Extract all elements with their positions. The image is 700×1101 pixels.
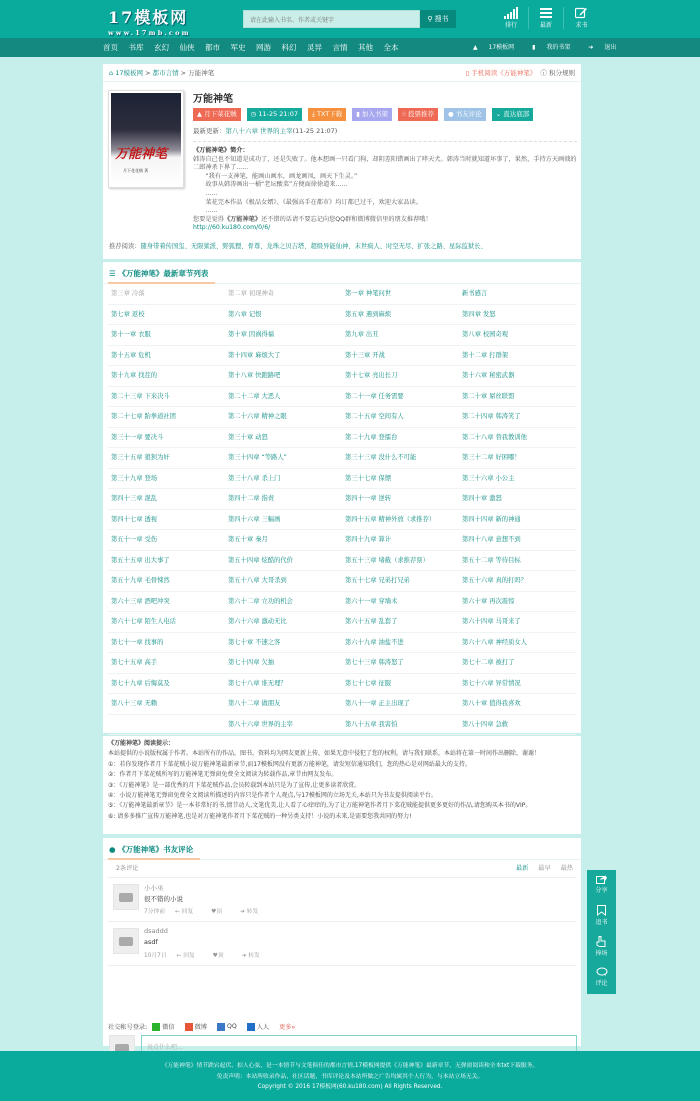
book-cover[interactable] bbox=[108, 90, 184, 188]
nav-military[interactable]: 军史 bbox=[230, 43, 246, 52]
logo[interactable] bbox=[108, 5, 191, 37]
chapter-link[interactable]: 第七十一章 找事的 bbox=[108, 633, 225, 654]
chapter-link[interactable]: 第五十五章 出大事了 bbox=[108, 551, 225, 572]
chapter-link[interactable]: 第三十一章 要决斗 bbox=[108, 428, 225, 449]
points-rule-link[interactable]: ⓘ 积分规则 bbox=[540, 69, 575, 77]
chapter-link[interactable]: 第六十五章 乱套了 bbox=[342, 612, 459, 633]
wechat-login[interactable]: 微信 bbox=[152, 1022, 179, 1031]
chapter-link[interactable]: 第十九章 找茬的 bbox=[108, 366, 225, 387]
latest-chapter-link[interactable]: 第八十六章 世界的主宰 bbox=[225, 127, 293, 135]
add-bookshelf-button[interactable]: ▮ 加入书架 bbox=[352, 108, 392, 121]
chapter-link[interactable]: 第九章 出丑 bbox=[342, 325, 459, 346]
search-icon: ⚲ bbox=[427, 15, 435, 23]
chapter-grid bbox=[103, 284, 581, 735]
chapter-link[interactable]: 第四十章 激怒 bbox=[459, 489, 576, 510]
chapter-link[interactable]: 第四十五章 精神外放（求推荐） bbox=[342, 510, 459, 531]
comments-icon: ● bbox=[109, 845, 119, 854]
nav-scifi[interactable]: 科幻 bbox=[281, 43, 297, 52]
bookmark-icon: ▮ bbox=[532, 44, 538, 51]
recommend-reading: 推荐阅读：随身带着传国玺、无限狱派、野狐狸、骨尊、龙珠之贝吉塔、超级异能仙神、末世疯人、时空无尽、扩张之路、星际监狱长、 bbox=[109, 243, 487, 250]
go-bottom-button[interactable]: ⌄ 直达底部 bbox=[492, 108, 534, 121]
chapter-link[interactable]: 第八章 校园奇观 bbox=[459, 325, 576, 346]
cover-image: 万能神笔 月下花花贼 著 bbox=[111, 93, 181, 185]
chapter-link[interactable]: 第十四章 麻烦大了 bbox=[225, 346, 342, 367]
sort-oldest[interactable]: 最早 bbox=[538, 865, 551, 872]
reading-tips-panel: 《万能神笔》阅读提示： 本站提供的小说版权属于作者。本站所有的作品，图书，资料均为网友更新上传，如果无意中侵犯了您的权利，请与我们联系，本站将在第一时间作出删除，谢谢！ ①：若你发现作者月下菜花贼小说万能神笔最新章节,而17模板网没有更新万能神笔，请发短信通知我们，您的热心是对网站最大的支持。 ②：作者月下菜花贼所写的万能神笔无弹窗免费全文阅读为转载作品,章节由网友发布。 ③：《万能神笔》是一部优秀的月下菜花贼作品,会员转载到本站只是为了宣传,让更多读者欣赏。 ④：小说万能神笔无弹窗免费全文阅读所描述的内容只是作者个人观点,与17模板网的立场无关,本站只为书友提供阅读平台。 ⑤：《万能神笔最新章节》是一本非常好的书,情节动人,文笔优美,让人看了心痒痒的,为了让万能神笔作者月下菜花贼能提供更多更好的作品,请您购买本书的VIP。 ⑥: 请多多推广宣传万能神笔,也是对万能神笔作者月下菜花贼的一种另类支持！小说的未来,是需要您我共同的努力! bbox=[103, 736, 581, 834]
latest-update: 最新更新：第八十六章 世界的主宰(11-25 21:07) bbox=[193, 127, 338, 135]
chapter-link[interactable]: 第五十六章 真的打吗？ bbox=[459, 571, 576, 592]
nav-fantasy[interactable]: 玄幻 bbox=[154, 43, 169, 52]
signal-bars-icon bbox=[504, 7, 518, 19]
chapter-link[interactable]: 第二十五章 空间有人 bbox=[342, 407, 459, 428]
chapter-link[interactable]: 第七十九章 后悔莫及 bbox=[108, 674, 225, 695]
share-button[interactable]: ➜ 转发 bbox=[241, 953, 260, 959]
nav-game[interactable]: 网游 bbox=[256, 43, 271, 52]
hand-pointer-icon bbox=[596, 936, 607, 947]
nav-library[interactable]: 书库 bbox=[128, 43, 144, 52]
chevron-down-icon: ⌄ bbox=[495, 110, 504, 118]
chapter-link[interactable]: 第三十四章 “等路人” bbox=[225, 448, 342, 469]
logo-url: www.17mb.com bbox=[108, 29, 191, 37]
latest-button[interactable]: 最新 bbox=[529, 7, 564, 29]
comment-time: 10月7日 bbox=[144, 953, 167, 959]
chapter-link[interactable]: 第八十二章 做朋友 bbox=[225, 694, 342, 715]
chapter-link[interactable]: 第七十三章 韩涛怒了 bbox=[342, 653, 459, 674]
nav-urban[interactable]: 都市 bbox=[205, 43, 220, 52]
chapter-list-panel bbox=[103, 262, 581, 733]
chapter-link[interactable]: 第八十一章 正主出现了 bbox=[342, 694, 459, 715]
chapter-link[interactable]: 第七十二章 被打了 bbox=[459, 653, 576, 674]
chapter-link[interactable]: 第八十六章 世界的主宰 bbox=[225, 715, 342, 736]
comment-side-button[interactable]: 评论 bbox=[587, 963, 616, 994]
comment-user[interactable]: dsaddd bbox=[144, 927, 168, 935]
footer: 《万能神笔》情节跌宕起伏、扣人心弦，是一本情节与文笔俱佳的都市言情,17模板网提供《万能神笔》最新章节、无弹窗阅读和全本txt下载服务。 免责声明：本站所收录作品、社区话题、书库评论及本站所做之广告均属其个人行为，与本站立场无关。 Copyright © 2016 17模板网(60.ku180.com) All Rights Reserved. bbox=[0, 1051, 700, 1101]
chapter-link[interactable]: 第四十三章 混乱 bbox=[108, 489, 225, 510]
weibo-login[interactable]: 微博 bbox=[185, 1022, 212, 1031]
chapter-link[interactable]: 第五十四章 炫酷的代价 bbox=[225, 551, 342, 572]
logo-title: 17模板网 bbox=[108, 8, 189, 27]
comments-title: 《万能神笔》书友评论 bbox=[118, 845, 194, 854]
breadcrumb-category[interactable]: 都市言情 bbox=[152, 69, 179, 77]
vote-button[interactable]: ☝ 投票推荐 bbox=[398, 108, 438, 121]
chat-icon bbox=[596, 967, 608, 977]
comment-count: 2条评论 bbox=[116, 865, 139, 872]
avatar bbox=[113, 884, 139, 910]
chapter-link[interactable]: 第三章 冷落 bbox=[108, 284, 225, 305]
chapter-link[interactable]: 第八十三章 无赖 bbox=[108, 694, 225, 715]
chapter-link[interactable]: 第七十六章 异常情况 bbox=[459, 674, 576, 695]
bookshelf-link[interactable]: ▮ 我的书架 bbox=[532, 44, 571, 51]
chapter-link[interactable]: 第七章 返校 bbox=[108, 305, 225, 326]
chapter-link[interactable]: 第二十八章 替我教训他 bbox=[459, 428, 576, 449]
ranking-button[interactable]: 排行 bbox=[494, 7, 529, 29]
social-login: 社交帐号登录: 微信 微博 QQ 人人 更多» bbox=[108, 1023, 296, 1031]
search-button[interactable]: ⚲ 搜书 bbox=[420, 10, 456, 28]
sort-newest[interactable]: 最新 bbox=[515, 865, 529, 872]
comments-icon: ● bbox=[447, 110, 456, 118]
nav-complete[interactable]: 全本 bbox=[383, 43, 399, 52]
chapter-empty bbox=[108, 715, 225, 736]
chapter-link[interactable]: 第七十七章 征服 bbox=[342, 674, 459, 695]
chapter-link[interactable]: 第二十六章 精神之眼 bbox=[225, 407, 342, 428]
recommend-links[interactable]: 随身带着传国玺、无限狱派、野狐狸、骨尊、龙珠之贝吉塔、超级异能仙神、末世疯人、时空无尽、扩张之路、星际监狱长、 bbox=[140, 243, 487, 250]
renren-icon bbox=[247, 1023, 255, 1031]
chapter-link[interactable]: 第三十八章 杀上门 bbox=[225, 469, 342, 490]
chapter-link[interactable]: 第十八章 快跑路吧 bbox=[225, 366, 342, 387]
chapter-link[interactable]: 第六十八章 神经质女人 bbox=[459, 633, 576, 654]
breadcrumb-book: 万能神笔 bbox=[188, 69, 215, 77]
chapter-link[interactable]: 第三十五章 狼狈为奸 bbox=[108, 448, 225, 469]
chapter-link[interactable]: 第十七章 亮出长刀 bbox=[342, 366, 459, 387]
nav-romance[interactable]: 言情 bbox=[332, 43, 348, 52]
chapter-link[interactable]: 第二十二章 大恶人 bbox=[225, 387, 342, 408]
chapter-link[interactable]: 第四十一章 逆转 bbox=[342, 489, 459, 510]
chapter-link[interactable]: 第四十九章 算计 bbox=[342, 530, 459, 551]
comment-text: 很不错的小说 bbox=[144, 895, 183, 903]
renren-login[interactable]: 人人 bbox=[247, 1022, 274, 1031]
weibo-icon bbox=[185, 1023, 193, 1031]
chapter-link[interactable]: 第十三章 开战 bbox=[342, 346, 459, 367]
chapter-link[interactable]: 第七十五章 高手 bbox=[108, 653, 225, 674]
side-toolbar bbox=[587, 870, 616, 994]
chapter-link[interactable]: 第三十九章 登场 bbox=[108, 469, 225, 490]
chapter-link[interactable]: 第八十四章 急救 bbox=[459, 715, 576, 736]
list-icon bbox=[540, 7, 552, 19]
breadcrumb: ⌂ 17模板网 > 都市言情 > 万能神笔 ▯ 手机阅读《万能神笔》 ⓘ 积分规则 bbox=[103, 64, 581, 82]
chapter-link[interactable]: 第十章 因祸得福 bbox=[225, 325, 342, 346]
book-info-panel bbox=[103, 64, 581, 259]
breadcrumb-home[interactable]: 17模板网 bbox=[115, 69, 143, 77]
thumbs-up-icon: ☝ bbox=[401, 110, 408, 118]
edit-icon bbox=[575, 7, 588, 19]
chapter-link[interactable]: 第七十章 不速之客 bbox=[225, 633, 342, 654]
author-button[interactable]: ▲ 月下菜花贼 bbox=[193, 108, 241, 121]
chapter-link[interactable]: 第四十二章 指责 bbox=[225, 489, 342, 510]
more-login[interactable]: 更多» bbox=[279, 1024, 296, 1031]
chapter-link[interactable]: 第五十一章 受伤 bbox=[108, 530, 225, 551]
share-url-link[interactable]: http://60.ku180.com/0/6/ bbox=[193, 224, 271, 232]
chapter-link[interactable]: 第二章 初现神奇 bbox=[225, 284, 342, 305]
wechat-icon bbox=[152, 1023, 160, 1031]
chapter-link[interactable]: 第四十四章 新的神通 bbox=[459, 510, 576, 531]
chapter-link[interactable]: 第四章 发怒 bbox=[459, 305, 576, 326]
chapter-link[interactable]: 第三十七章 保镖 bbox=[342, 469, 459, 490]
reply-button[interactable]: ← 回复 bbox=[174, 909, 194, 915]
search-input[interactable]: 请在此输入书名、作者或关键字 bbox=[243, 10, 420, 28]
share-button[interactable]: ➜ 转发 bbox=[239, 909, 259, 915]
chapter-link[interactable]: 第三十二章 好困哪！ bbox=[459, 448, 576, 469]
chapter-link[interactable]: 第十一章 衣服 bbox=[108, 325, 225, 346]
chapter-link[interactable]: 第二十七章 跆拳道社团 bbox=[108, 407, 225, 428]
chapter-link[interactable]: 第八十章 值得我喜欢 bbox=[459, 694, 576, 715]
like-button[interactable]: ♥顶 bbox=[212, 953, 224, 959]
share-icon bbox=[596, 874, 607, 884]
chapter-link[interactable]: 第十五章 危机 bbox=[108, 346, 225, 367]
logout-link[interactable]: ➜ 退出 bbox=[588, 44, 617, 51]
user-icon: ▲ bbox=[473, 44, 480, 51]
txt-download-button[interactable]: ⤓ TXT下载 bbox=[308, 108, 346, 121]
chapter-link[interactable]: 第六十四章 马哥来了 bbox=[459, 612, 576, 633]
chapter-link[interactable]: 第五十章 秦月 bbox=[225, 530, 342, 551]
chapter-link[interactable]: 第四十七章 透视 bbox=[108, 510, 225, 531]
comments-button[interactable]: ● 书友评论 bbox=[444, 108, 486, 121]
chapter-link[interactable]: 第二十九章 登擂台 bbox=[342, 428, 459, 449]
chapter-link[interactable]: 第六十三章 酒吧冲突 bbox=[108, 592, 225, 613]
chapter-link[interactable]: 第七十四章 欠抽 bbox=[225, 653, 342, 674]
chapter-link[interactable]: 第二十三章 下来决斗 bbox=[108, 387, 225, 408]
request-book-button[interactable]: 求书 bbox=[564, 7, 599, 29]
chapter-link[interactable]: 第五十三章 堵截（求推荐票） bbox=[342, 551, 459, 572]
comment-item bbox=[108, 878, 576, 922]
user-icon: ▲ bbox=[197, 110, 205, 118]
sort-hottest[interactable]: 最热 bbox=[560, 865, 573, 872]
nav-other[interactable]: 其他 bbox=[358, 43, 373, 52]
follow-side-button[interactable]: 追书 bbox=[587, 901, 616, 932]
comments-panel bbox=[103, 838, 581, 1051]
avatar bbox=[113, 928, 139, 954]
bookmark-icon bbox=[597, 905, 606, 916]
chapter-link[interactable]: 第二十一章 任务需要 bbox=[342, 387, 459, 408]
nav-home[interactable]: 首页 bbox=[103, 43, 118, 52]
chapter-link[interactable]: 第二十四章 韩涛笑了 bbox=[459, 407, 576, 428]
chapter-link[interactable]: 第七十八章 谁无理？ bbox=[225, 674, 342, 695]
clock-icon: ◷ bbox=[250, 110, 259, 118]
share-side-button[interactable]: 分享 bbox=[587, 870, 616, 901]
chapter-link[interactable]: 新书感言 bbox=[459, 284, 576, 305]
chapter-link[interactable]: 第四十六章 三幅画 bbox=[225, 510, 342, 531]
home-icon: ⌂ bbox=[109, 69, 116, 77]
chapter-link[interactable]: 第六十六章 激动无比 bbox=[225, 612, 342, 633]
qq-login[interactable]: QQ bbox=[217, 1023, 242, 1031]
chapter-link[interactable]: 第六十一章 穿墙术 bbox=[342, 592, 459, 613]
comment-user[interactable]: 小小巫 bbox=[144, 884, 164, 892]
chapter-link[interactable]: 第二十章 屌丝联盟 bbox=[459, 387, 576, 408]
reply-button[interactable]: ← 回复 bbox=[176, 953, 195, 959]
chapter-link[interactable]: 第五十二章 等待目标 bbox=[459, 551, 576, 572]
nav-xianxia[interactable]: 仙侠 bbox=[179, 43, 195, 52]
chapter-link[interactable]: 第六十九章 油盐不进 bbox=[342, 633, 459, 654]
chapter-link[interactable]: 第六十章 再次震惊 bbox=[459, 592, 576, 613]
book-intro: 《万能神笔》简介： 韩涛自己也不知道是成功了，还是失败了。他本想画一只看门狗，却阴差阳错画出了哮天犬。韩涛当时就知道坏事了，果然，手持方天画戟的二郎神杀下界了...... “我有一支神笔，能画山画水，画龙画凤，画天下生灵。” 故事从韩涛画出一桶“老坛酸菜”方便面徐徐道来...... ...... 菜花完本作品《极品女婿》、《最强高手在都市》均订都已过千，欢迎大家品读。 ...... 您要是觉得《万能神笔》还不错的话请不要忘记向您QQ群和微博微信里的朋友推荐哦！ http://60.ku180.com/0/6/ bbox=[193, 141, 577, 233]
support-side-button[interactable]: 捧场 bbox=[587, 932, 616, 963]
info-icon: ⓘ bbox=[540, 69, 549, 77]
chapter-link[interactable]: 第六章 记恨 bbox=[225, 305, 342, 326]
chapter-link[interactable]: 第三十三章 没什么不可能 bbox=[342, 448, 459, 469]
chapter-link[interactable]: 第十六章 秘密武器 bbox=[459, 366, 576, 387]
chapter-link[interactable]: 第八十五章 我害怕 bbox=[342, 715, 459, 736]
chapter-link[interactable]: 第三十章 动怒 bbox=[225, 428, 342, 449]
mobile-read-link[interactable]: ▯ 手机阅读《万能神笔》 bbox=[465, 69, 537, 77]
comment-textarea[interactable]: 说点什么吧... bbox=[141, 1035, 577, 1087]
list-icon: ☰ bbox=[109, 269, 119, 278]
user-link[interactable]: ▲ 17模板网 bbox=[473, 44, 515, 51]
mobile-icon: ▯ bbox=[465, 69, 472, 77]
chapter-link[interactable]: 第五十九章 毛骨悚然 bbox=[108, 571, 225, 592]
chapter-link[interactable]: 第三十六章 小公主 bbox=[459, 469, 576, 490]
chapter-link[interactable]: 第十二章 打群架 bbox=[459, 346, 576, 367]
main-nav bbox=[0, 38, 700, 57]
download-icon: ⤓ bbox=[312, 110, 317, 118]
nav-supernatural[interactable]: 灵异 bbox=[307, 43, 322, 52]
chapter-link[interactable]: 第五十八章 大哥杀到 bbox=[225, 571, 342, 592]
comment-item bbox=[108, 922, 576, 966]
update-time-button[interactable]: ◷ 11-25 21:07 bbox=[247, 108, 302, 121]
like-button[interactable]: ♥顶 bbox=[211, 909, 223, 915]
chapter-link[interactable]: 第一章 神笔问世 bbox=[342, 284, 459, 305]
book-title: 万能神笔 bbox=[193, 94, 233, 105]
title-underline bbox=[108, 282, 215, 284]
chapter-link[interactable]: 第六十二章 立功的机会 bbox=[225, 592, 342, 613]
chapter-link[interactable]: 第五十七章 兄弟打兄弟 bbox=[342, 571, 459, 592]
chapter-link[interactable]: 第四十八章 意想不到 bbox=[459, 530, 576, 551]
bookmark-icon: ▮ bbox=[356, 110, 362, 118]
chapter-link[interactable]: 第六十七章 陌生人电话 bbox=[108, 612, 225, 633]
comment-time: 7分钟前 bbox=[144, 909, 166, 915]
comment-text: asdf bbox=[144, 938, 158, 946]
qq-icon bbox=[217, 1023, 225, 1031]
chapter-list-title: 《万能神笔》最新章节列表 bbox=[118, 269, 209, 278]
header bbox=[0, 0, 700, 38]
chapter-link[interactable]: 第五章 遇到麻烦 bbox=[342, 305, 459, 326]
logout-icon: ➜ bbox=[588, 44, 596, 51]
